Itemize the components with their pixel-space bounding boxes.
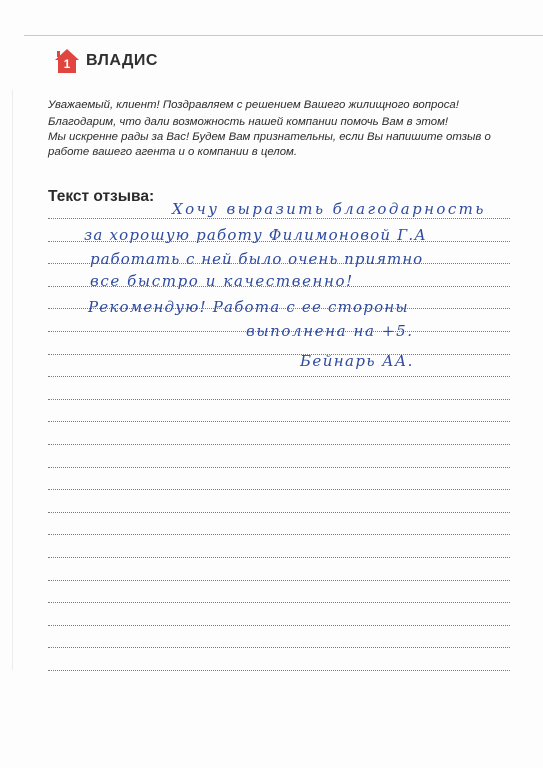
handwritten-line: Рекомендую! Работа с ее стороны bbox=[88, 298, 409, 316]
dotted-rule bbox=[48, 557, 510, 558]
brand-name: ВЛАДИС bbox=[86, 52, 158, 69]
dotted-rule bbox=[48, 512, 510, 513]
review-label: Текст отзыва: bbox=[48, 188, 155, 205]
dotted-rule bbox=[48, 467, 510, 468]
brand-logo bbox=[54, 48, 158, 74]
dotted-rule bbox=[48, 444, 510, 445]
dotted-rule bbox=[48, 218, 510, 219]
dotted-rule bbox=[48, 354, 510, 355]
house-icon bbox=[54, 48, 80, 74]
handwritten-line: за хорошую работу Филимоновой Г.А bbox=[84, 226, 427, 244]
handwritten-line: Хочу выразить благодарность bbox=[172, 200, 486, 218]
dotted-rule bbox=[48, 602, 510, 603]
header-divider bbox=[24, 35, 543, 36]
dotted-rule bbox=[48, 399, 510, 400]
handwritten-signature: Бейнарь АА. bbox=[300, 352, 414, 370]
dotted-rule bbox=[48, 647, 510, 648]
handwritten-line: все быстро и качественно! bbox=[90, 272, 354, 290]
dotted-rule bbox=[48, 421, 510, 422]
dotted-rule bbox=[48, 376, 510, 377]
dotted-rule bbox=[48, 670, 510, 671]
handwritten-line: работать с ней было очень приятно bbox=[90, 250, 424, 268]
greeting-text: Уважаемый, клиент! Поздравляем с решением Вашего жилищного вопроса! bbox=[48, 99, 459, 111]
dotted-rule bbox=[48, 489, 510, 490]
handwritten-line: выполнена на +5. bbox=[246, 322, 414, 340]
dotted-rule bbox=[48, 580, 510, 581]
scan-edge bbox=[12, 90, 13, 670]
request-text: Мы искренне рады за Вас! Будем Вам признательны, если Вы напишите отзыв о работе вашего агента и о компании в целом. bbox=[48, 131, 491, 158]
logo-digit: 1 bbox=[63, 57, 71, 71]
dotted-rule bbox=[48, 534, 510, 535]
thanks-text: Благодарим, что дали возможность нашей компании помочь Вам в этом! bbox=[48, 116, 449, 128]
dotted-rule bbox=[48, 625, 510, 626]
